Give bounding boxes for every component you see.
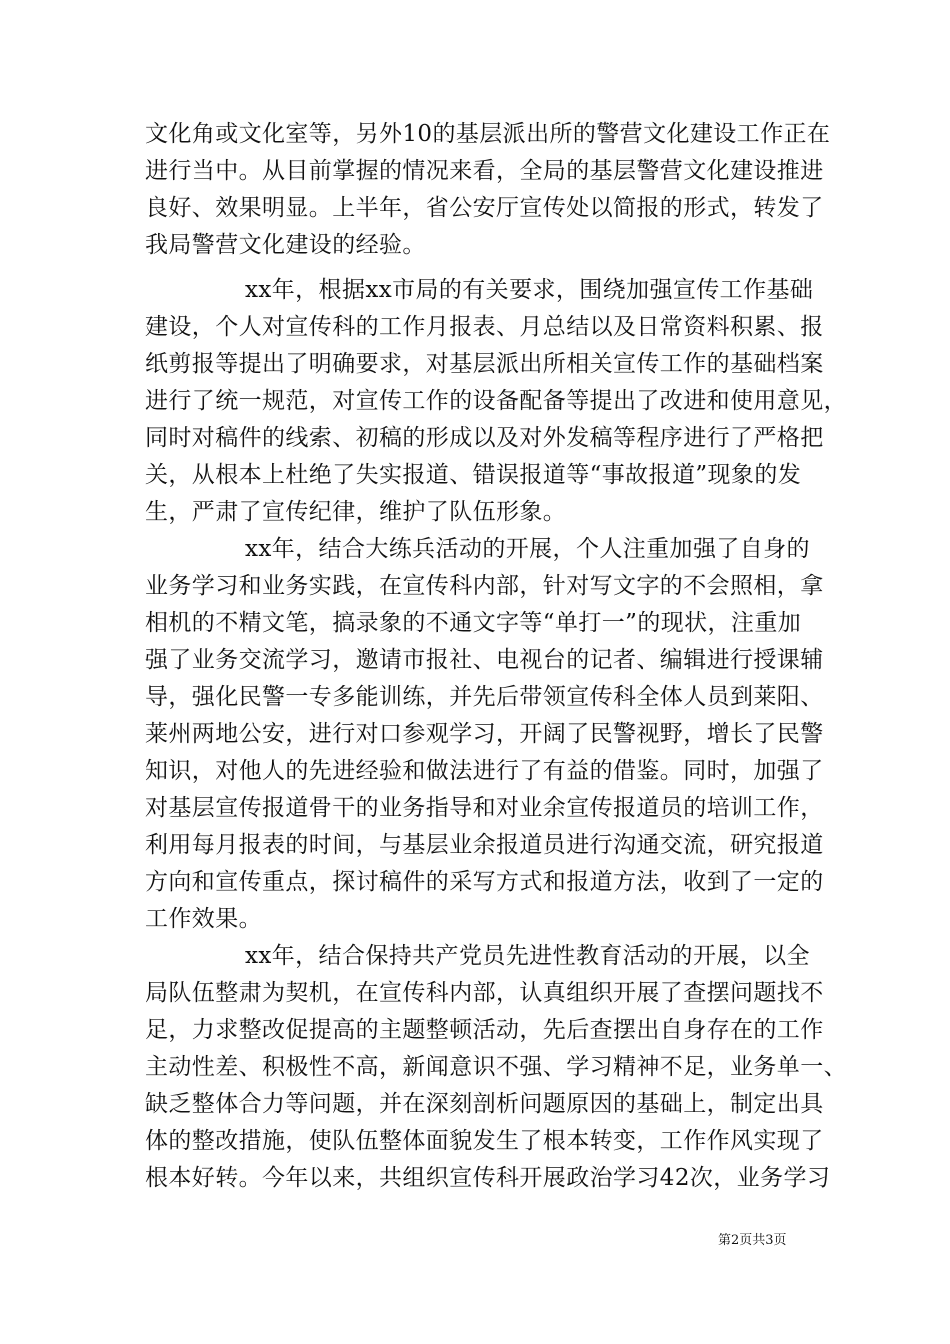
text-line: 同时对稿件的线索、初稿的形成以及对外发稿等程序进行了严格把	[145, 425, 824, 451]
text-line: 足，力求整改促提高的主题整顿活动，先后查摆出自身存在的工作	[145, 1017, 824, 1043]
text-line: 良好、效果明显。上半年，省公安厅宣传处以简报的形式，转发了	[145, 195, 824, 221]
text-line: 生，严肃了宣传纪律，维护了队伍形象。	[145, 499, 567, 525]
text-line: 工作效果。	[145, 906, 262, 932]
text-line: 纸剪报等提出了明确要求，对基层派出所相关宣传工作的基础档案	[145, 351, 824, 377]
text-line: 进行当中。从目前掌握的情况来看，全局的基层警营文化建设推进	[145, 158, 824, 184]
paragraph-first-line: xx年，根据xx市局的有关要求，围绕加强宣传工作基础	[245, 277, 814, 303]
text-line: 利用每月报表的时间，与基层业余报道员进行沟通交流，研究报道	[145, 832, 824, 858]
text-line: 相机的不精文笔，搞录象的不通文字等“单打一”的现状，注重加	[145, 610, 802, 636]
paragraph-first-line: xx年，结合大练兵活动的开展，个人注重加强了自身的	[245, 536, 810, 562]
text-line: 强了业务交流学习，邀请市报社、电视台的记者、编辑进行授课辅	[145, 647, 824, 673]
text-line: 进行了统一规范，对宣传工作的设备配备等提出了改进和使用意见，	[145, 388, 847, 414]
text-line: 对基层宣传报道骨干的业务指导和对业余宣传报道员的培训工作，	[145, 795, 824, 821]
text-line: 主动性差、积极性不高，新闻意识不强、学习精神不足，业务单一、	[145, 1054, 847, 1080]
text-line: 体的整改措施，使队伍整体面貌发生了根本转变，工作作风实现了	[145, 1128, 824, 1154]
text-line: 缺乏整体合力等问题，并在深刻剖析问题原因的基础上，制定出具	[145, 1091, 824, 1117]
text-line: 关，从根本上杜绝了失实报道、错误报道等“事故报道”现象的发	[145, 462, 802, 488]
paragraph-first-line: xx年，结合保持共产党员先进性教育活动的开展，以全	[245, 943, 810, 969]
page-number-footer: 第2页共3页	[718, 1233, 787, 1248]
text-line: 莱州两地公安，进行对口参观学习，开阔了民警视野，增长了民警	[145, 721, 824, 747]
text-line: 业务学习和业务实践，在宣传科内部，针对写文字的不会照相，拿	[145, 573, 824, 599]
text-line: 局队伍整肃为契机，在宣传科内部，认真组织开展了查摆问题找不	[145, 980, 824, 1006]
text-line: 文化角或文化室等，另外10的基层派出所的警营文化建设工作正在	[145, 121, 831, 147]
text-line: 方向和宣传重点，探讨稿件的采写方式和报道方法，收到了一定的	[145, 869, 824, 895]
text-line: 我局警营文化建设的经验。	[145, 232, 426, 258]
text-line: 建设，个人对宣传科的工作月报表、月总结以及日常资料积累、报	[145, 314, 824, 340]
text-line: 导，强化民警一专多能训练，并先后带领宣传科全体人员到莱阳、	[145, 684, 824, 710]
text-line: 根本好转。今年以来，共组织宣传科开展政治学习42次，业务学习	[145, 1165, 831, 1191]
text-line: 知识，对他人的先进经验和做法进行了有益的借鉴。同时，加强了	[145, 758, 824, 784]
